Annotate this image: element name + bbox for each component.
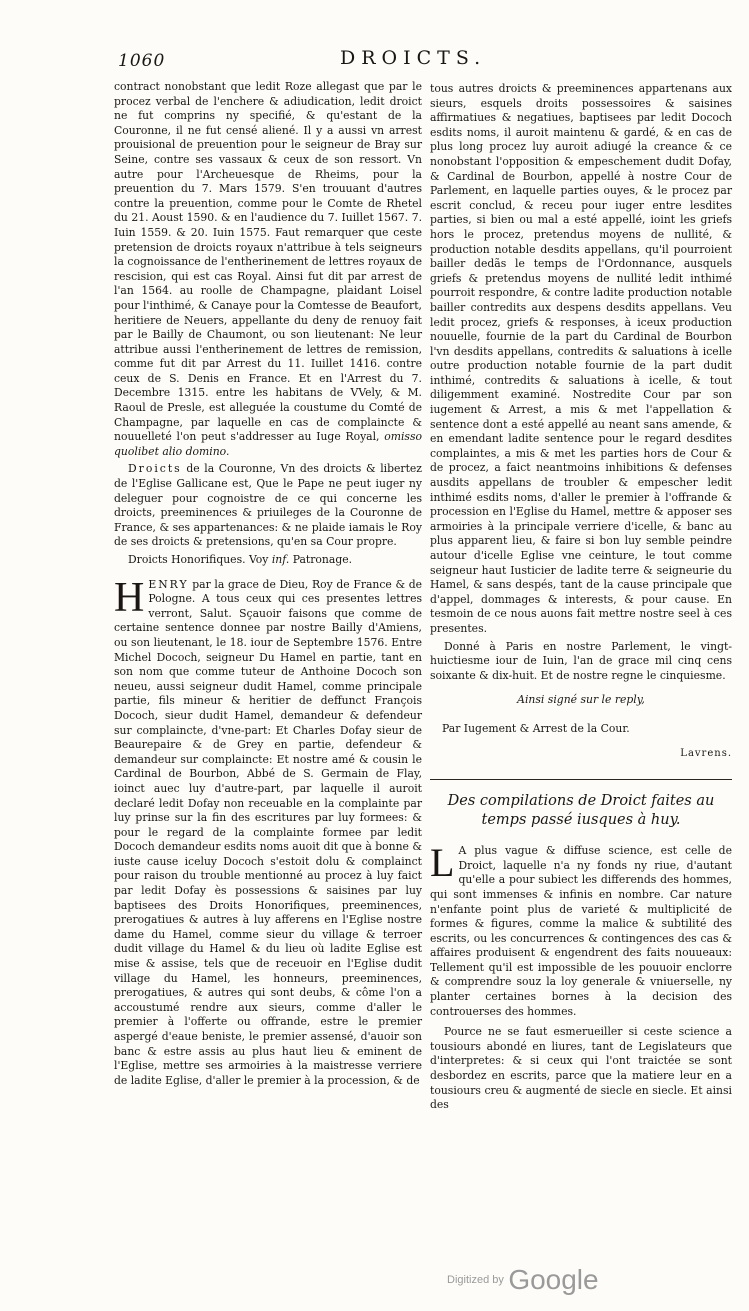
signature-name: Lavrens.: [680, 747, 732, 759]
running-title: DROICTS.: [340, 47, 487, 69]
right-para-4: Pource ne se faut esmerueiller si ceste science a tousiours abondé en liures, tant de Legislateurs que d'interpretes: & si ceux qui l'ont traictée se sont desbordez en escrits, parce que la matiere leur en a tousiours creu & augmenté de siecle en siecle. Et ainsi des: [430, 1025, 732, 1112]
section-divider: [430, 779, 732, 780]
cross-ref-inf: inf.: [271, 553, 290, 566]
cross-ref-target: Patronage.: [292, 553, 353, 566]
entry-head-honorifiques: Droicts Honorifiques. Voy: [128, 553, 269, 566]
right-para-3-text: A plus vague & diffuse science, est celle de Droict, laquelle n'a ny fonds ny riue, d'autant qu'elle a pour subiect les differends des hommes, qui sont immenses & infinis en nombre. Car nature n'enfante point plus de varieté & multiplicité de formes & figures, comme la malice & subtilité des escrits, ou les concurrences & contingences des cas & affaires produisent & engendrent des faits nouueaux: Tellement qu'il est impossible de les pouuoir enclorre & comprendre souz la loy generale & vniuerselle, ny planter certaines bornes à la decision des controuerses des hommes.: [430, 844, 732, 1018]
left-para-2-text: de la Couronne, Vn des droicts & libertez de l'Eglise Gallicane est, Que le Pape ne peut iuger ny deleguer pour cognoistre de ce qui concerne les droicts, preeminences & priuileges de la Couronne de France, & ses appartenances: & ne plaide iamais le Roy de ses droicts & pretensions, qu'en sa Cour propre.: [114, 462, 423, 549]
king-name: ENRY: [148, 577, 189, 591]
digitized-watermark: [447, 1264, 599, 1296]
left-para-3: [114, 553, 422, 568]
left-para-2: [114, 462, 422, 550]
section-title: Des compilations de Droict faites au temps passé iusques à huy.: [447, 793, 715, 829]
left-para-1-text: contract nonobstant que ledit Roze allegast que par le procez verbal de l'enchere & adiudication, ledit droict ne fut comprins ny specifié, & qu'estant de la Couronne, il ne fut censé aliené. Il y a aussi vn arrest prouisional de preuention pour le seigneur de Bray sur Seine, contre ses vassaux & ceux de son ressort. Vn autre pour l'Archeuesque de Rheims, pour la preuention du 7. Mars 1579. S'en trouuant d'autres contre la preuention, comme pour le Comte de Rhetel du 21. Aoust 1590. & en l'audience du 7. Iuillet 1567. 7. Iuin 1559. & 20. Iuin 1575. Faut remarquer que ceste pretension de droicts royaux n'attribue à tels seigneurs la cognoissance de l'entherinement de lettres royaux de rescision, qui est cas Royal. Ainsi fut dit par arrest de l'an 1564. au roolle de Champagne, plaidant Loisel pour l'inthimé, & Canaye pour la Comtesse de Beaufort, heritiere de Neuers, appellante du deny de renuoy fait par le Bailly de Chaumont, ou son lieutenant: Ne leur attribue aussi l'entherinement de lettres de remission, comme fut dit par Arrest du 11. Iuillet 1416. contre ceux de S. Denis en France. Et en l'Arrest du 7. Decembre 1315. entre les habitans de VVely, & M. Raoul de Presle, est alleguée la coustume du Comté de Champagne, par laquelle en cas de complaincte & nouuelleté l'on peut s'addresser au Iuge Royal,: [114, 80, 422, 444]
left-para-4: [114, 574, 423, 1089]
dropcap-h: H: [114, 574, 145, 621]
dropcap-l: L: [430, 840, 455, 886]
signature-line-1: Ainsi signé sur le reply,: [517, 693, 645, 707]
google-logo: Google: [508, 1264, 599, 1295]
watermark-prefix: Digitized by: [447, 1274, 504, 1286]
page-number: 1060: [118, 51, 166, 71]
entry-head-couronne: Droicts: [128, 462, 182, 476]
right-para-3: [430, 840, 732, 1019]
right-para-2: Donné à Paris en nostre Parlement, le vingt-huictiesme iour de Iuin, l'an de grace mil cinq cens soixante & dix-huit. Et de nostre regne le cinquiesme.: [430, 639, 732, 682]
right-para-1: tous autres droicts & preeminences appartenans aux sieurs, esquels droits possessoires & saisines affirmatiues & negatiues, baptisees par ledit Dococh esdits noms, il auroit maintenu & gardé, & en cas de plus long procez luy auroit adiugé la creance & ce nonobstant l'opposition & empeschement dudit Dofay, & Cardinal de Bourbon, appellé à nostre Cour de Parlement, en laquelle parties ouyes, & le procez par escrit conclud, & receu pour iuger entre lesdites parties, si bien ou mal a esté appellé, ioint les griefs hors le procez, pretendus moyens de nullité, & production notable desdits appellans, qu'il pourroient bailler dedãs le temps de l'Ordonnance, ausquels griefs & pretendus moyens de nullité ledit inthimé pourroit respondre, & contre ladite production notable bailler contredits aux despens desdits appellans. Veu ledit procez, griefs & responses, à iceux production nouuelle, fournie de la part du Cardinal de Bourbon l'vn desdits appellans, contredits & saluations à icelle outre production notable fournie de la part dudit inthimé, contredits & saluations à icelle, & tout diligemment examiné. Nostredite Cour par son iugement & Arrest, a mis & met l'appellation & sentence dont a esté appellé au neant sans amende, & en emendant ladite sentence pour le regard desdites complaintes, a mis & met les parties hors de Cour & de procez, a faict neantmoins inhibitions & defenses ausdits appellans de troubler & empescher ledit inthimé esdits noms, d'aller le premier à l'offrande & procession en l'Eglise du Hamel, mettre & apposer ses armoiries à la principale verriere d'icelle, & banc au plus apparent lieu, & faire si bon luy semble peindre autour d'icelle Eglise vne ceinture, le tout comme seigneur haut Iusticier de ladite terre & seigneurie du Hamel, & sans despés, tant de la cause principale que d'appel, dommages & interests, & pour cause. En tesmoin de ce nous auons fait mettre nostre seel à ces presentes.: [430, 82, 732, 635]
left-column: [114, 80, 422, 1091]
latin-phrase: omisso quolibet alio domino.: [114, 430, 423, 458]
left-para-1: [114, 80, 422, 459]
right-column: [430, 82, 732, 1116]
left-para-4-text: par la grace de Dieu, Roy de France & de Pologne. A tous ceux qui ces presentes lettres verront, Salut. Sçauoir faisons que comme de certaine sentence donnee par nostre Bailly d'Amiens, ou son lieutenant, le 18. iour de Septembre 1576. Entre Michel Dococh, seigneur Du Hamel en partie, tant en son nom que comme tuteur de Anthoine Dococh son neueu, aussi seigneur dudit Hamel, comme principale partie, fils mineur & heritier de deffunct François Dococh, sieur dudit Hamel, demandeur & defendeur sur complaincte, d'vne-part: Et Charles Dofay sieur de Beaurepaire & de Grey en partie, defendeur & demandeur sur complaincte: Et nostre amé & cousin le Cardinal de Bourbon, Abbé de S. Germain de Flay, ioinct auec luy d'autre-part, par laquelle il auroit declaré ledit Dofay non receuable en la complainte par luy prinse sur la fin des escritures par luy formees: & pour le regard de la complainte formee par ledit Dococh demandeur esdits noms auoit dit que à bonne & iuste cause iceluy Dococh s'estoit dolu & complainct pour raison du trouble mentionné au procez à luy faict par ledit Dofay ès possessions & saisines par luy baptisees des Droits Honorifiques, preeminences, prerogatiues & autres à luy afferens en l'Eglise nostre dame du Hamel, comme sieur du village & terroer dudit village du Hamel & du lieu où ladite Eglise est mise & assise, tels que de receuoir en l'Eglise dudit village du Hamel, les honneurs, preeminences, prerogatiues, & autres qui sont deubs, & côme l'on a accoustumé rendre aux sieurs, comme d'aller le premier à l'offerte ou offrande, estre le premier aspergé d'eaue benistе, le premier assensé, d'auoir son banc & estre assis au plus haut lieu & eminent de l'Eglise, mettre ses armoiries à la maistresse verriere de ladite Eglise, d'aller le premier à la procession, & de: [114, 577, 423, 1087]
signature-line-2: Par Iugement & Arrest de la Cour.: [442, 721, 630, 735]
